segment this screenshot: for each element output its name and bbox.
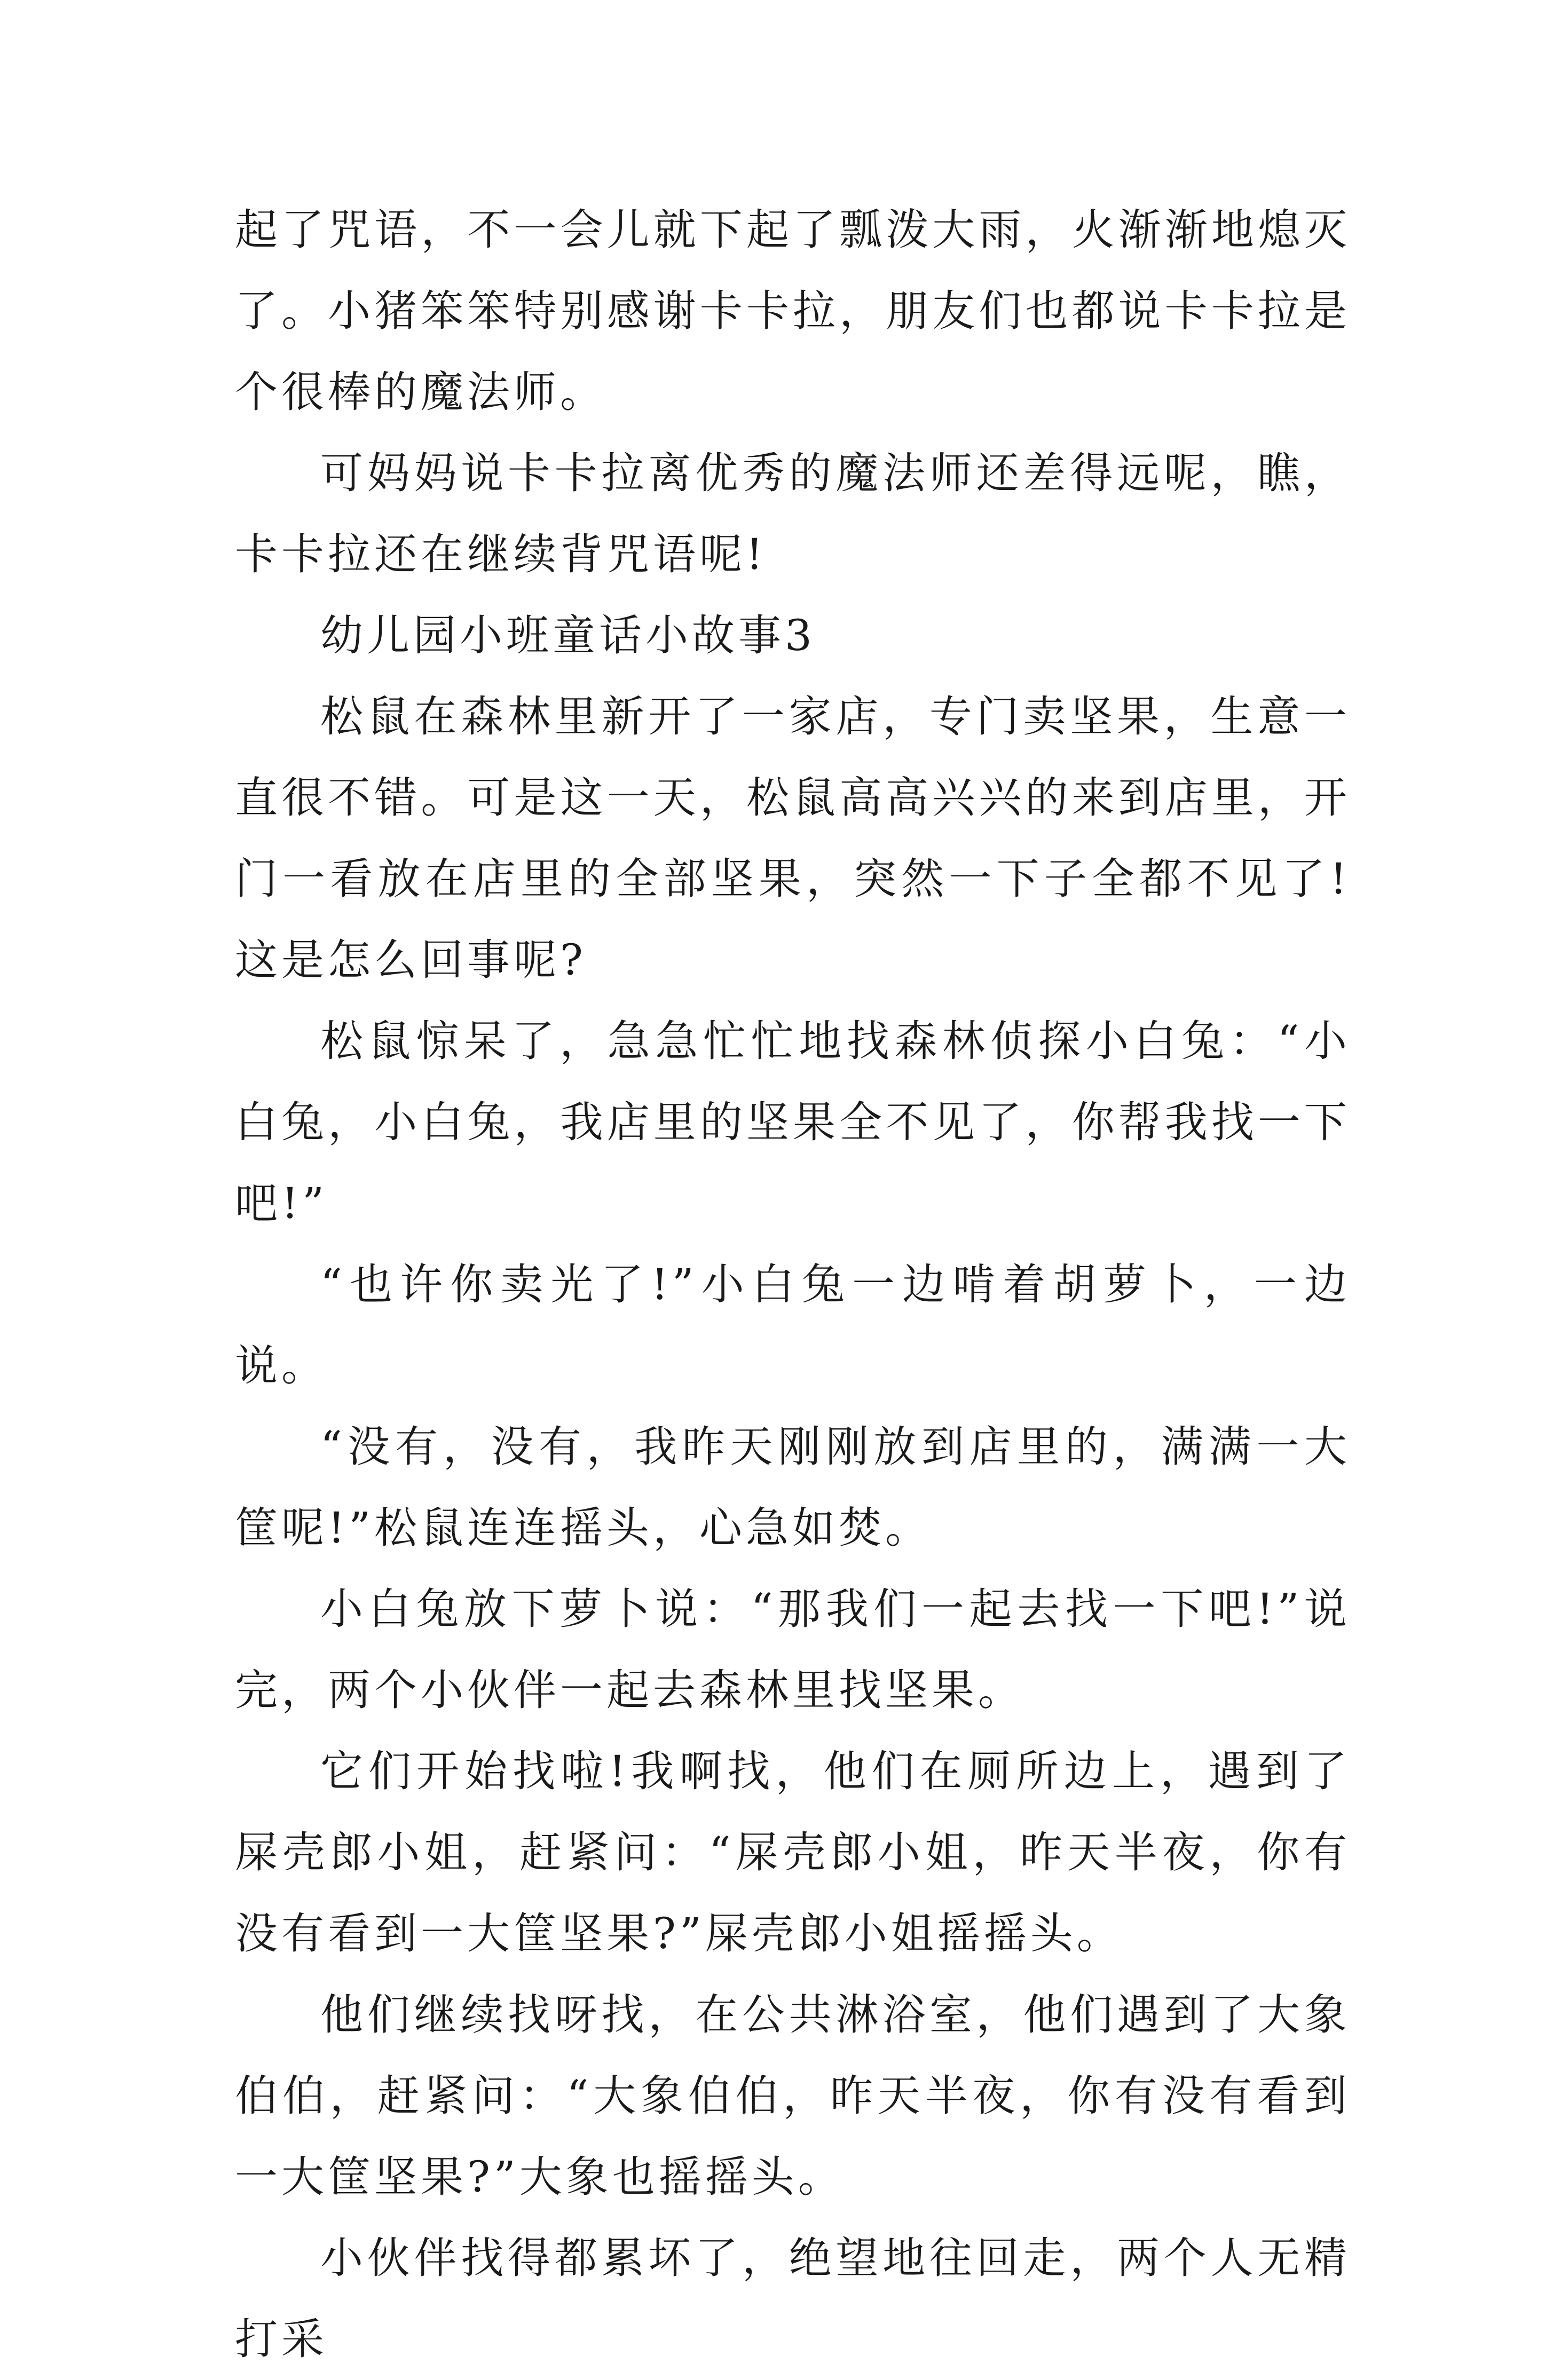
paragraph-5: “也许你卖光了!”小白兔一边啃着胡萝卜，一边说。: [235, 1260, 1351, 1390]
paragraph-9: 他们继续找呀找，在公共淋浴室，他们遇到了大象伯伯，赶紧问：“大象伯伯，昨天半夜，你有没有看到一大筐坚果?”大象也摇摇头。: [235, 1990, 1351, 2202]
story-title: 幼儿园小班童话小故事3: [320, 611, 816, 660]
paragraph-3: 松鼠在森林里新开了一家店，专门卖坚果，生意一直很不错。可是这一天，松鼠高高兴兴的来到店里，开门一看放在店里的全部坚果，突然一下子全都不见了!这是怎么回事呢?: [235, 692, 1351, 985]
paragraph-4: 松鼠惊呆了，急急忙忙地找森林侦探小白兔：“小白兔，小白兔，我店里的坚果全不见了，你帮我找一下吧!”: [235, 1016, 1351, 1228]
paragraph-10: 小伙伴找得都累坏了，绝望地往回走，两个人无精打采: [235, 2233, 1351, 2364]
document-body: [235, 189, 1351, 2380]
paragraph-8: 它们开始找啦!我啊找，他们在厕所边上，遇到了屎壳郎小姐，赶紧问：“屎壳郎小姐，昨天半夜，你有没有看到一大筐坚果?”屎壳郎小姐摇摇头。: [235, 1746, 1351, 1958]
paragraph-1: 起了咒语，不一会儿就下起了瓢泼大雨，火渐渐地熄灭了。小猪笨笨特别感谢卡卡拉，朋友们也都说卡卡拉是个很棒的魔法师。: [235, 205, 1351, 417]
paragraph-7: 小白兔放下萝卜说：“那我们一起去找一下吧!”说完，两个小伙伴一起去森林里找坚果。: [235, 1584, 1351, 1715]
paragraph-2: 可妈妈说卡卡拉离优秀的魔法师还差得远呢，瞧，卡卡拉还在继续背咒语呢!: [235, 448, 1351, 579]
paragraph-6: “没有，没有，我昨天刚刚放到店里的，满满一大筐呢!”松鼠连连摇头，心急如焚。: [235, 1422, 1351, 1553]
